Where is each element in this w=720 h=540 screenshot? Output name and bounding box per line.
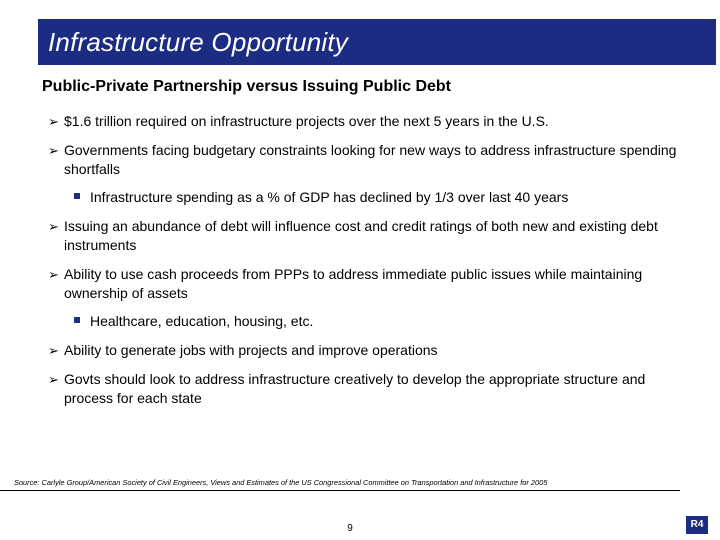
- bullet-item: [48, 341, 688, 360]
- arrow-bullet-icon: ➢: [48, 372, 59, 387]
- bullet-text: Issuing an abundance of debt will influence cost and credit ratings of both new and existing debt instruments: [64, 218, 658, 253]
- arrow-bullet-icon: ➢: [48, 143, 59, 158]
- source-note: Source: Carlyle Group/American Society of Civil Engineers, Views and Estimates of the US Congressional Committee on Transportation and Infrastructure for 2005: [14, 478, 548, 487]
- page-number: 9: [347, 523, 353, 534]
- bullet-item: [48, 265, 688, 303]
- company-logo: R4: [686, 516, 708, 534]
- sub-bullet-text: Infrastructure spending as a % of GDP has declined by 1/3 over last 40 years: [90, 189, 569, 205]
- square-bullet-icon: [74, 193, 80, 199]
- bullet-text: $1.6 trillion required on infrastructure projects over the next 5 years in the U.S.: [64, 113, 549, 129]
- bullet-text: Govts should look to address infrastructure creatively to develop the appropriate structure and process for each state: [64, 371, 646, 406]
- page-title: Infrastructure Opportunity: [48, 27, 348, 57]
- sub-bullet-item: [48, 312, 688, 331]
- bullet-item: [48, 370, 688, 408]
- bullet-text: Ability to generate jobs with projects and improve operations: [64, 342, 438, 358]
- footer-divider: [0, 490, 680, 491]
- square-bullet-icon: [74, 317, 80, 323]
- arrow-bullet-icon: ➢: [48, 114, 59, 129]
- bullet-text: Governments facing budgetary constraints looking for new ways to address infrastructure spending shortfalls: [64, 142, 677, 177]
- sub-bullet-item: [48, 188, 688, 207]
- bullet-list: [48, 112, 688, 418]
- section-subtitle: Public-Private Partnership versus Issuing Public Debt: [42, 78, 452, 95]
- bullet-item: [48, 141, 688, 179]
- bullet-item: [48, 217, 688, 255]
- bullet-text: Ability to use cash proceeds from PPPs to address immediate public issues while maintaining ownership of assets: [64, 266, 643, 301]
- arrow-bullet-icon: ➢: [48, 343, 59, 358]
- arrow-bullet-icon: ➢: [48, 219, 59, 234]
- title-bar: [38, 19, 716, 65]
- arrow-bullet-icon: ➢: [48, 267, 59, 282]
- sub-bullet-text: Healthcare, education, housing, etc.: [90, 313, 314, 329]
- bullet-item: [48, 112, 688, 131]
